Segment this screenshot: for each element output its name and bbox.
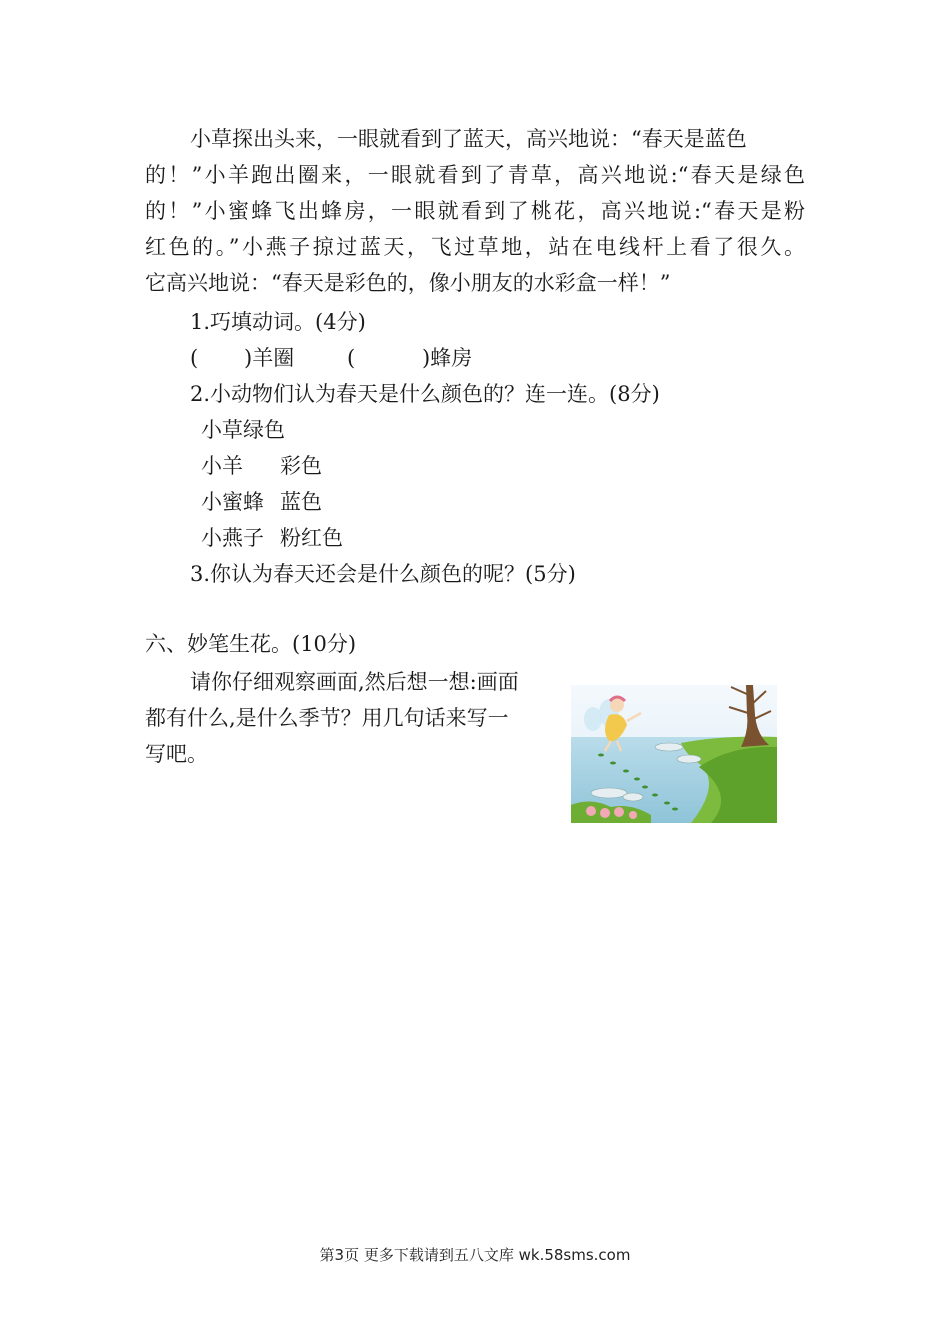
match-animal-2: 小羊: [201, 454, 243, 478]
spring-scene-svg: [571, 685, 777, 823]
match-color-2: 彩色: [280, 454, 322, 478]
question-1-title: 1.巧填动词。(4分): [190, 310, 366, 334]
flower-2: [600, 808, 610, 818]
blank-1-open: (: [190, 346, 199, 370]
flower-1: [586, 806, 596, 816]
spring-scene-illustration: [571, 685, 777, 823]
match-animal-3: 小蜜蜂: [201, 490, 264, 514]
passage-line-3: 的！”小蜜蜂飞出蜂房，一眼就看到了桃花，高兴地说:“春天是粉: [145, 199, 805, 223]
passage-line-1: 小草探出头来，一眼就看到了蓝天，高兴地说：“春天是蓝色: [190, 127, 747, 151]
question-3-title: 3.你认为春天还会是什么颜色的呢？(5分): [190, 562, 576, 586]
match-color-1: 绿色: [243, 418, 285, 442]
match-color-3: 蓝色: [280, 490, 322, 514]
passage-line-4: 红色的。”小燕子掠过蓝天，飞过草地，站在电线杆上看了很久。: [145, 235, 805, 259]
stepping-stone-4: [623, 793, 643, 801]
flower-4: [629, 811, 637, 819]
section-6-title: 六、妙笔生花。(10分): [145, 632, 357, 656]
blank-2-label: )蜂房: [422, 346, 473, 370]
question-2-title: 2.小动物们认为春天是什么颜色的？连一连。(8分): [190, 382, 660, 406]
passage-line-5: 它高兴地说：“春天是彩色的，像小朋友的水彩盒一样！”: [145, 271, 671, 295]
stepping-stone-3: [591, 788, 627, 798]
passage-line-2: 的！”小羊跑出圈来，一眼就看到了青草，高兴地说:“春天是绿色: [145, 163, 805, 187]
section-6-line-2: 都有什么,是什么季节？用几句话来写一: [145, 706, 509, 730]
stepping-stone-2: [677, 755, 701, 763]
match-animal-4: 小燕子: [201, 526, 264, 550]
flower-3: [614, 807, 624, 817]
section-6-line-1: 请你仔细观察画面,然后想一想:画面: [190, 670, 519, 694]
match-color-4: 粉红色: [280, 526, 343, 550]
match-animal-1: 小草: [201, 418, 243, 442]
blank-1-label: )羊圈: [244, 346, 295, 370]
page-footer: 第3页 更多下载请到五八文库 wk.58sms.com: [319, 1246, 631, 1264]
blank-2-open: (: [347, 346, 356, 370]
stepping-stone-1: [655, 743, 683, 751]
section-6-line-3: 写吧。: [145, 742, 208, 766]
